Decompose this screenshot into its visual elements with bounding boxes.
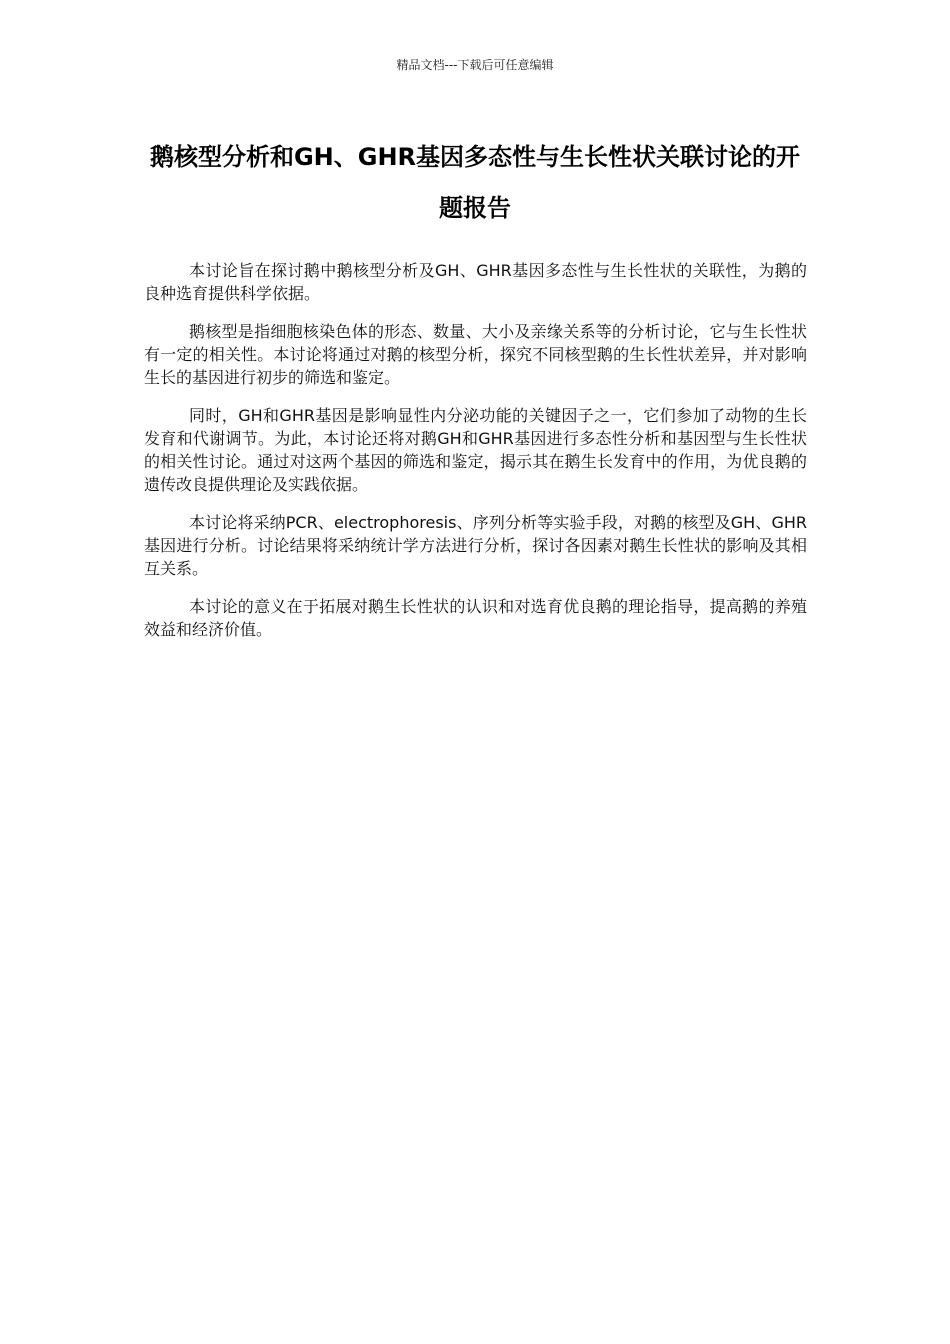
paragraph-3: 同时，GH和GHR基因是影响显性内分泌功能的关键因子之一，它们参加了动物的生长发育和代谢调节。为此，本讨论还将对鹅GH和GHR基因进行多态性分析和基因型与生长性状的相关性讨论。通过对这两个基因的筛选和鉴定，揭示其在鹅生长发育中的作用，为优良鹅的遗传改良提供理论及实践依据。 <box>144 406 807 494</box>
paragraph-2: 鹅核型是指细胞核染色体的形态、数量、大小及亲缘关系等的分析讨论，它与生长性状有一定的相关性。本讨论将通过对鹅的核型分析，探究不同核型鹅的生长性状差异，并对影响生长的基因进行初步的筛选和鉴定。 <box>144 322 807 387</box>
header-note: 精品文档---下载后可任意编辑 <box>396 58 554 72</box>
paragraph-5: 本讨论的意义在于拓展对鹅生长性状的认识和对选育优良鹅的理论指导，提高鹅的养殖效益和经济价值。 <box>144 597 807 639</box>
paragraph-4: 本讨论将采纳PCR、electrophoresis、序列分析等实验手段，对鹅的核型及GH、GHR基因进行分析。讨论结果将采纳统计学方法进行分析，探讨各因素对鹅生长性状的影响及其相互关系。 <box>144 513 807 578</box>
document-body <box>144 259 807 656</box>
document-title: 鹅核型分析和GH、GHR基因多态性与生长性状关联讨论的开题报告 <box>149 143 801 222</box>
paragraph-1: 本讨论旨在探讨鹅中鹅核型分析及GH、GHR基因多态性与生长性状的关联性，为鹅的良种选育提供科学依据。 <box>144 261 807 303</box>
